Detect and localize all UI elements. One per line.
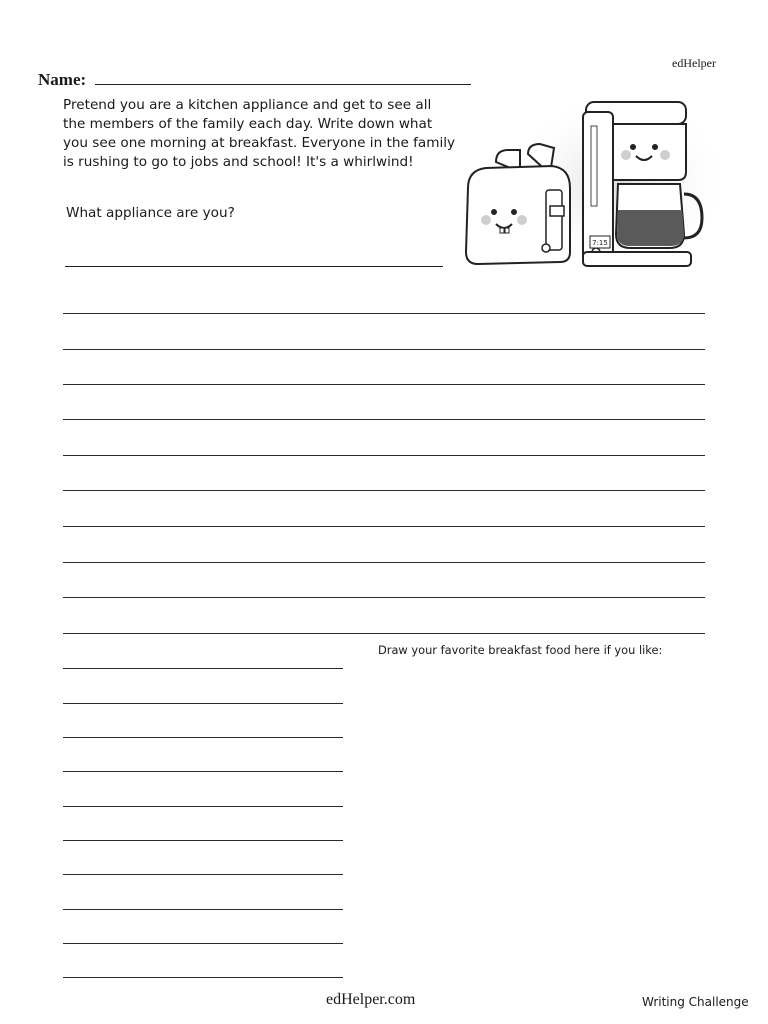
writing-line[interactable] [63, 349, 705, 350]
worksheet-title: Writing Challenge [642, 995, 749, 1009]
prompt-line: is rushing to go to jobs and school! It's a whirlwind! [63, 154, 414, 170]
writing-line[interactable] [63, 419, 705, 420]
writing-line[interactable] [63, 313, 705, 314]
writing-line[interactable] [63, 668, 343, 669]
drawing-area-caption: Draw your favorite breakfast food here if you like: [378, 643, 663, 657]
writing-line[interactable] [63, 737, 343, 738]
prompt-line: the members of the family each day. Write down what [63, 116, 433, 132]
writing-line[interactable] [63, 455, 705, 456]
name-field-line[interactable] [95, 84, 471, 85]
writing-line[interactable] [63, 874, 343, 875]
writing-line[interactable] [63, 633, 705, 634]
appliance-question: What appliance are you? [66, 205, 235, 221]
writing-line[interactable] [63, 806, 343, 807]
writing-line[interactable] [63, 977, 343, 978]
writing-line[interactable] [63, 909, 343, 910]
writing-line[interactable] [63, 526, 705, 527]
writing-line[interactable] [63, 597, 705, 598]
writing-line[interactable] [63, 490, 705, 491]
writing-line[interactable] [63, 840, 343, 841]
appliance-answer-line[interactable] [65, 266, 443, 267]
clock-display: 7:15 [592, 239, 608, 247]
brand-footer: edHelper.com [326, 991, 416, 1008]
writing-line[interactable] [63, 703, 343, 704]
brand-header: edHelper [672, 56, 716, 70]
writing-line[interactable] [63, 943, 343, 944]
writing-line[interactable] [63, 562, 705, 563]
writing-prompt [63, 96, 483, 172]
name-label: Name: [38, 70, 87, 89]
writing-line[interactable] [63, 384, 705, 385]
prompt-line: you see one morning at breakfast. Everyone in the family [63, 135, 456, 151]
prompt-line: Pretend you are a kitchen appliance and get to see all [63, 97, 432, 113]
appliance-illustration [450, 92, 720, 277]
writing-line[interactable] [63, 771, 343, 772]
